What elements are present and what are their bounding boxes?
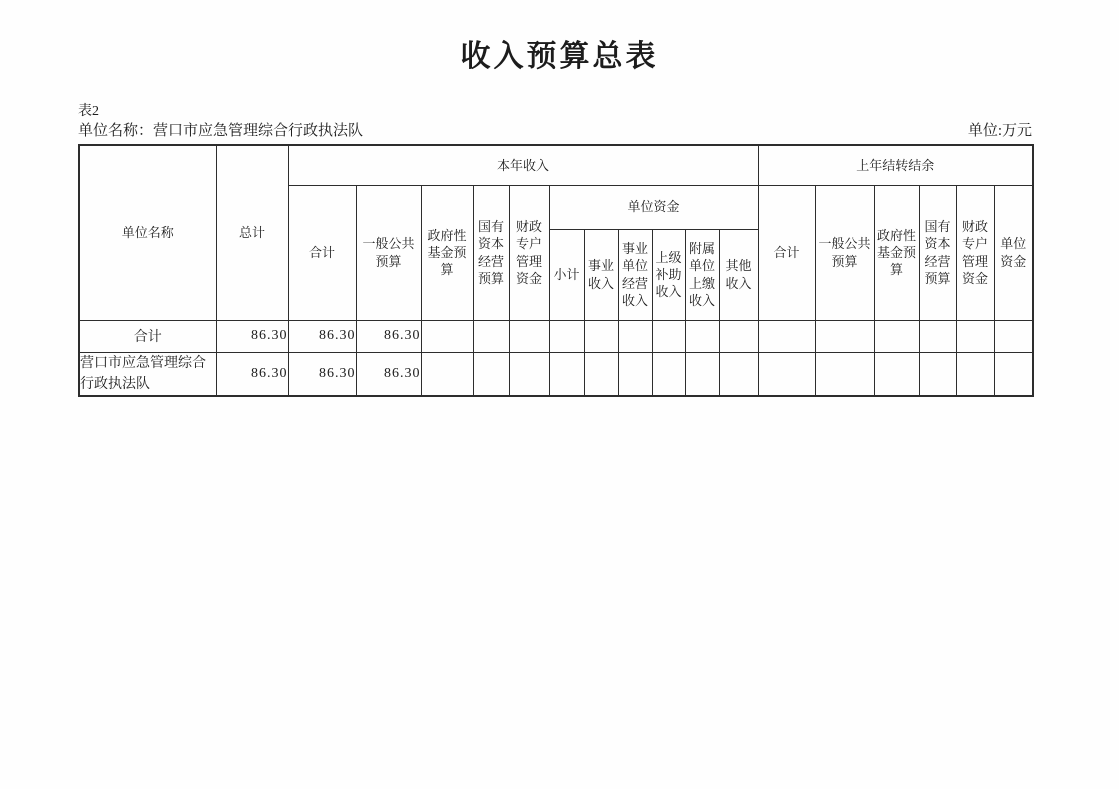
value-cell <box>618 352 652 396</box>
value-cell <box>549 320 584 352</box>
value-cell <box>584 320 618 352</box>
value-cell <box>919 320 956 352</box>
header-grand-total: 总计 <box>216 145 288 320</box>
value-cell <box>758 320 815 352</box>
value-cell <box>719 352 758 396</box>
value-cell <box>421 320 473 352</box>
value-cell <box>473 352 509 396</box>
value-cell <box>815 320 874 352</box>
value-cell <box>652 320 685 352</box>
value-cell <box>956 352 994 396</box>
header-py-govt-fund-budget: 政府性基金预算 <box>874 185 919 320</box>
value-cell <box>685 352 719 396</box>
header-uf-affiliated-remitted-income: 附属单位上缴收入 <box>685 229 719 320</box>
value-cell <box>874 352 919 396</box>
value-cell: 86.30 <box>288 352 356 396</box>
value-cell <box>509 352 549 396</box>
value-cell: 86.30 <box>288 320 356 352</box>
page-title: 收入预算总表 <box>460 40 659 73</box>
header-py-general-public-budget: 一般公共预算 <box>815 185 874 320</box>
header-uf-other-income: 其他收入 <box>719 229 758 320</box>
value-cell <box>994 352 1033 396</box>
value-cell <box>815 352 874 396</box>
header-unit-name: 单位名称 <box>79 145 216 320</box>
value-cell <box>994 320 1033 352</box>
unit-measure-label: 单位:万元 <box>967 123 1032 139</box>
unit-name-label: 单位名称：营口市应急管理综合行政执法队 <box>78 123 364 139</box>
header-cy-total: 合计 <box>288 185 356 320</box>
row-name-cell: 合计 <box>79 320 216 352</box>
table-row-total <box>79 320 1033 352</box>
table-label: 表2 <box>78 104 99 119</box>
value-cell <box>874 320 919 352</box>
table-row-unit <box>79 352 1033 396</box>
value-cell: 86.30 <box>356 352 421 396</box>
header-carryover-balance: 上年结转结余 <box>758 145 1033 185</box>
value-cell <box>719 320 758 352</box>
header-uf-business-income: 事业收入 <box>584 229 618 320</box>
value-cell <box>758 352 815 396</box>
header-cy-govt-fund-budget: 政府性基金预算 <box>421 185 473 320</box>
meta-row <box>78 121 1032 141</box>
row-name-cell: 营口市应急管理综合行政执法队 <box>79 352 216 396</box>
header-current-year-income: 本年收入 <box>288 145 758 185</box>
header-cy-general-public-budget: 一般公共预算 <box>356 185 421 320</box>
value-cell <box>584 352 618 396</box>
value-cell <box>549 352 584 396</box>
header-unit-funds: 单位资金 <box>549 185 758 229</box>
value-cell <box>473 320 509 352</box>
header-py-fiscal-account-funds: 财政专户管理资金 <box>956 185 994 320</box>
header-uf-business-operating-income: 事业单位经营收入 <box>618 229 652 320</box>
value-cell: 86.30 <box>216 352 288 396</box>
value-cell <box>919 352 956 396</box>
value-cell <box>421 352 473 396</box>
header-py-total: 合计 <box>758 185 815 320</box>
value-cell <box>685 320 719 352</box>
header-py-state-capital-budget: 国有资本经营预算 <box>919 185 956 320</box>
header-cy-fiscal-account-funds: 财政专户管理资金 <box>509 185 549 320</box>
budget-table <box>78 144 1034 397</box>
header-cy-state-capital-budget: 国有资本经营预算 <box>473 185 509 320</box>
value-cell <box>956 320 994 352</box>
value-cell <box>652 352 685 396</box>
value-cell: 86.30 <box>216 320 288 352</box>
header-uf-superior-subsidy-income: 上级补助收入 <box>652 229 685 320</box>
value-cell <box>509 320 549 352</box>
header-uf-subtotal: 小计 <box>549 229 584 320</box>
value-cell: 86.30 <box>356 320 421 352</box>
value-cell <box>618 320 652 352</box>
header-py-unit-funds: 单位资金 <box>994 185 1033 320</box>
